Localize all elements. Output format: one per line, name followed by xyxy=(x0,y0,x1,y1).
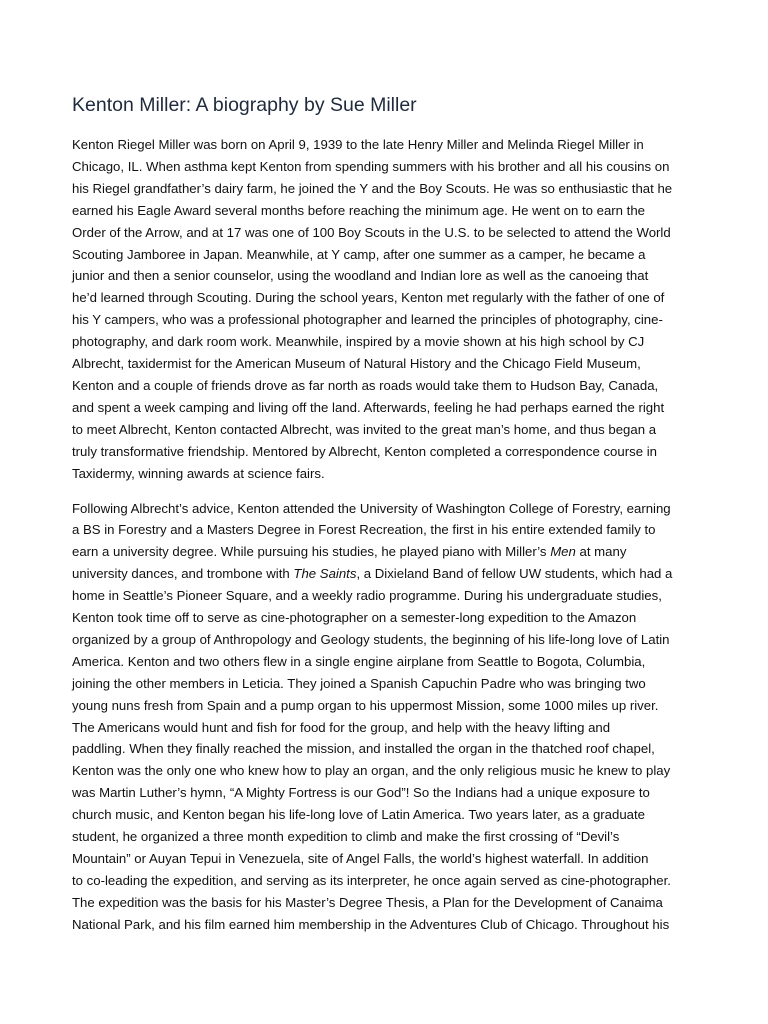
text-line: Kenton was the only one who knew how to play an organ, and the only religious music he knew to play xyxy=(72,763,671,779)
text-line: Kenton took time off to serve as cine-photographer on a semester-long expedition to the Amazon xyxy=(72,610,637,626)
text-line: National Park, and his film earned him membership in the Adventures Club of Chicago. Throughout his xyxy=(72,916,670,932)
text-line: student, he organized a three month expedition to climb and make the first crossing of “Devil’s xyxy=(72,829,620,845)
text-line: young nuns fresh from Spain and a pump organ to his uppermost Mission, some 1000 miles up river. xyxy=(72,697,659,713)
text-line-mixed xyxy=(72,541,712,563)
text-line: to co-leading the expedition, and serving as its interpreter, he once again served as cine-photographer. xyxy=(72,872,671,888)
text-run: at many xyxy=(579,544,627,560)
text-line: Chicago, IL. When asthma kept Kenton from spending summers with his brother and all his cousins on xyxy=(72,158,670,174)
document-body xyxy=(72,134,712,949)
paragraph-1 xyxy=(72,134,712,485)
text-line: junior and then a senior counselor, using the woodland and Indian lore as well as the canoeing that xyxy=(72,268,649,284)
text-line: home in Seattle’s Pioneer Square, and a weekly radio programme. During his undergraduate studies, xyxy=(72,588,662,604)
text-line: America. Kenton and two others flew in a single engine airplane from Seattle to Bogota, Columbia, xyxy=(72,653,646,669)
paragraph-2 xyxy=(72,498,712,936)
band-name-italic: The Saints xyxy=(293,566,357,582)
text-line: The expedition was the basis for his Master’s Degree Thesis, a Plan for the Development of Canaima xyxy=(72,894,663,910)
text-line: joining the other members in Leticia. They joined a Spanish Capuchin Padre who was bringing two xyxy=(72,675,646,691)
text-line: a BS in Forestry and a Masters Degree in Forest Recreation, the first in his entire extended family to xyxy=(72,522,656,538)
text-line: his Riegel grandfather’s dairy farm, he joined the Y and the Boy Scouts. He was so enthusiastic that he xyxy=(72,180,673,196)
text-line: Following Albrecht’s advice, Kenton attended the University of Washington College of Forestry, earning xyxy=(72,500,671,516)
text-line: church music, and Kenton began his life-long love of Latin America. Two years later, as a graduate xyxy=(72,807,646,823)
text-run: university dances, and trombone with xyxy=(72,566,290,582)
text-run: , a Dixieland Band of fellow UW students, which had a xyxy=(356,566,673,582)
text-line: to meet Albrecht, Kenton contacted Albrecht, was invited to the great man’s home, and thus began a xyxy=(72,421,657,437)
text-line: his Y campers, who was a professional photographer and learned the principles of photography, cine- xyxy=(72,312,663,328)
text-line: Order of the Arrow, and at 17 was one of 100 Boy Scouts in the U.S. to be selected to attend the World xyxy=(72,224,671,240)
text-line: paddling. When they finally reached the mission, and installed the organ in the thatched roof chapel, xyxy=(72,741,655,757)
text-line: Taxidermy, winning awards at science fairs. xyxy=(72,465,325,481)
text-line: Kenton and a couple of friends drove as far north as roads would take them to Hudson Bay, Canada, xyxy=(72,377,659,393)
text-line: Mountain” or Auyan Tepui in Venezuela, site of Angel Falls, the world’s highest waterfall. In addition xyxy=(72,851,649,866)
text-line: photography, and dark room work. Meanwhile, inspired by a movie shown at his high school by CJ xyxy=(72,334,645,350)
text-line: was Martin Luther’s hymn, “A Mighty Fortress is our God”! So the Indians had a unique exposure to xyxy=(72,785,650,801)
text-line: and spent a week camping and living off the land. Afterwards, feeling he had perhaps earned the right xyxy=(72,399,665,415)
text-line-mixed xyxy=(72,563,712,585)
text-line: organized by a group of Anthropology and Geology students, the beginning of his life-long love of Latin xyxy=(72,631,670,647)
band-name-italic: Men xyxy=(550,544,576,560)
document-title: Kenton Miller: A biography by Sue Miller xyxy=(72,94,417,116)
text-line: earned his Eagle Award several months before reaching the minimum age. He went on to earn the xyxy=(72,202,646,218)
text-line: truly transformative friendship. Mentored by Albrecht, Kenton completed a correspondence course in xyxy=(72,443,657,459)
text-line: Scouting Jamboree in Japan. Meanwhile, at Y camp, after one summer as a camper, he became a xyxy=(72,246,646,262)
text-line: he’d learned through Scouting. During the school years, Kenton met regularly with the father of one of xyxy=(72,290,665,306)
text-line: The Americans would hunt and fish for food for the group, and help with the heavy lifting and xyxy=(72,719,611,735)
text-line: Albrecht, taxidermist for the American Museum of Natural History and the Chicago Field Museum, xyxy=(72,356,641,372)
text-line: Kenton Riegel Miller was born on April 9, 1939 to the late Henry Miller and Melinda Riegel Miller in xyxy=(72,137,644,152)
text-run: earn a university degree. While pursuing his studies, he played piano with Miller’s xyxy=(72,544,547,560)
